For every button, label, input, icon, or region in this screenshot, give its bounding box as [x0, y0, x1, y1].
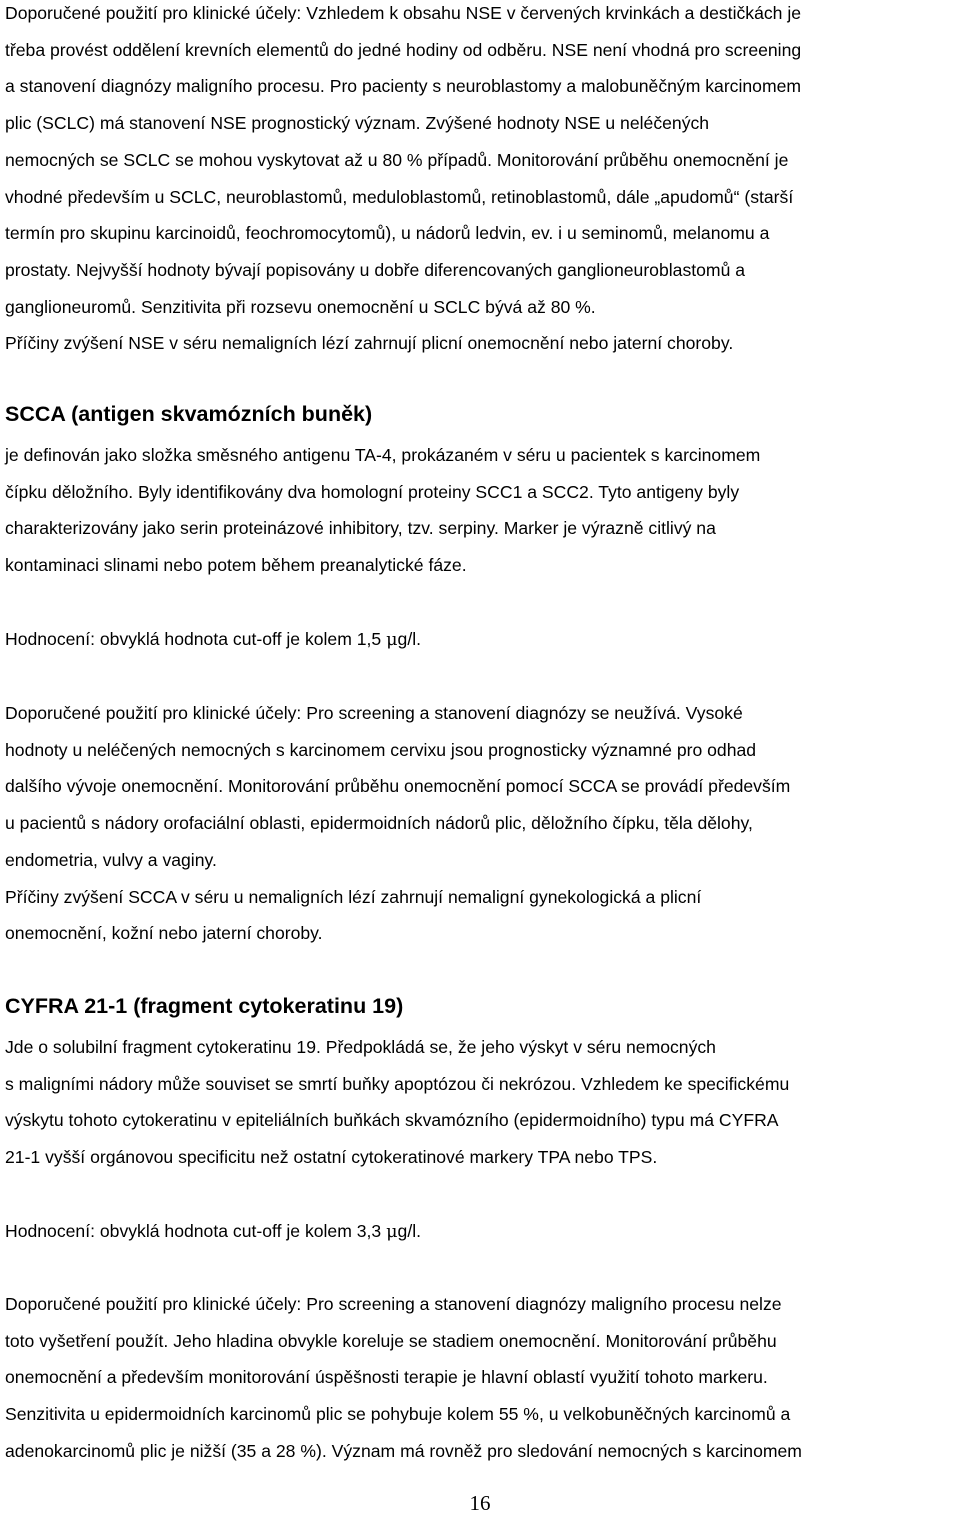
micro-symbol: μ [386, 630, 398, 650]
text-line: prostaty. Nejvyšší hodnoty bývají popisovány u dobře diferencovaných ganglioneuroblastomů a [5, 259, 746, 280]
text-line: onemocnění a především monitorování úspěšnosti terapie je hlavní oblastí využití tohoto markeru. [5, 1367, 768, 1388]
evaluation-text: Hodnocení: obvyklá hodnota cut-off je kolem 3,3 [5, 1221, 387, 1241]
page-number: 16 [469, 1491, 491, 1515]
text-line: hodnoty u neléčených nemocných s karcinomem cervixu jsou prognosticky významné pro odhad [5, 739, 757, 760]
text-line: čípku děložního. Byly identifikovány dva homologní proteiny SCC1 a SCC2. Tyto antigeny byly [5, 481, 740, 502]
scca-definition-paragraph [5, 437, 760, 584]
text-line: výskytu tohoto cytokeratinu v epiteliálních buňkách skvamózního (epidermoidního) typu má CYFRA [5, 1110, 779, 1131]
text-line: Doporučené použití pro klinické účely: Vzhledem k obsahu NSE v červených krvinkách a destičkách je [5, 3, 802, 23]
text-line: třeba provést oddělení krevních elementů do jedné hodiny od odběru. NSE není vhodná pro screening [5, 39, 802, 60]
text-line [5, 621, 421, 659]
unit-text: g/l. [397, 629, 422, 649]
unit-text: g/l. [397, 1221, 422, 1241]
text-line: Jde o solubilní fragment cytokeratinu 19. Předpokládá se, že jeho výskyt v séru nemocných [5, 1037, 716, 1057]
text-line: dalšího vývoje onemocnění. Monitorování průběhu onemocnění pomocí SCCA se provádí především [5, 776, 791, 797]
cyfra-evaluation [5, 1213, 421, 1251]
cyfra-heading: CYFRA 21-1 (fragment cytokeratinu 19) [5, 994, 404, 1018]
text-line: a stanovení diagnózy maligního procesu. Pro pacienty s neuroblastomy a malobuněčným karcinomem [5, 76, 802, 97]
text-line: plic (SCLC) má stanovení NSE prognostický význam. Zvýšené hodnoty NSE u neléčených [5, 113, 710, 134]
scca-recommended-use-paragraph [5, 695, 790, 952]
text-line: nemocných se SCLC se mohou vyskytovat až u 80 % případů. Monitorování průběhu onemocnění je [5, 149, 789, 170]
text-line: toto vyšetření použít. Jeho hladina obvykle koreluje se stadiem onemocnění. Monitorování průběhu [5, 1330, 777, 1351]
text-line: kontaminaci slinami nebo potem během preanalytické fáze. [5, 555, 467, 576]
text-line: adenokarcinomů plic je nižší (35 a 28 %). Význam má rovněž pro sledování nemocných s karcinomem [5, 1440, 802, 1461]
text-line: endometria, vulvy a vaginy. [5, 849, 217, 870]
text-line: vhodné především u SCLC, neuroblastomů, meduloblastomů, retinoblastomů, dále „apudomů“ (starší [5, 186, 794, 207]
text-line: onemocnění, kožní nebo jaterní choroby. [5, 923, 323, 944]
text-line: Senzitivita u epidermoidních karcinomů plic se pohybuje kolem 55 %, u velkobuněčných karcinomů a [5, 1404, 791, 1425]
text-line: Doporučené použití pro klinické účely: Pro screening a stanovení diagnózy se neužívá. Vysoké [5, 703, 743, 723]
nse-recommended-use-paragraph [5, 0, 801, 362]
evaluation-text: Hodnocení: obvyklá hodnota cut-off je kolem 1,5 [5, 629, 387, 649]
text-line: Příčiny zvýšení SCCA v séru u nemaligních lézí zahrnují nemaligní gynekologická a plicní [5, 886, 702, 907]
text-line [5, 1213, 421, 1251]
scca-heading: SCCA (antigen skvamózních buněk) [5, 402, 373, 426]
micro-symbol: μ [386, 1222, 398, 1242]
text-line: je definován jako složka směsného antigenu TA-4, prokázaném v séru u pacientek s karcinomem [5, 445, 761, 465]
text-line: termín pro skupinu karcinoidů, feochromocytomů), u nádorů ledvin, ev. i u seminomů, melanomu a [5, 223, 770, 244]
text-line: charakterizovány jako serin proteinázové inhibitory, tzv. serpiny. Marker je výrazně citlivý na [5, 518, 716, 539]
text-line: s maligními nádory může souviset se smrtí buňky apoptózou či nekrózou. Vzhledem ke specifickému [5, 1073, 790, 1094]
text-line: Doporučené použití pro klinické účely: Pro screening a stanovení diagnózy maligního procesu nelze [5, 1294, 782, 1314]
text-line: 21-1 vyšší orgánovou specificitu než ostatní cytokeratinové markery TPA nebo TPS. [5, 1147, 658, 1168]
text-line: Příčiny zvýšení NSE v séru nemaligních lézí zahrnují plicní onemocnění nebo jaterní choroby. [5, 333, 734, 354]
text-line: ganglioneuromů. Senzitivita při rozsevu onemocnění u SCLC bývá až 80 %. [5, 296, 596, 317]
cyfra-recommended-use-paragraph [5, 1286, 802, 1470]
scca-evaluation [5, 621, 421, 659]
text-line: u pacientů s nádory orofaciální oblasti, epidermoidních nádorů plic, děložního čípku, těla dělohy, [5, 813, 753, 834]
cyfra-definition-paragraph [5, 1029, 789, 1176]
